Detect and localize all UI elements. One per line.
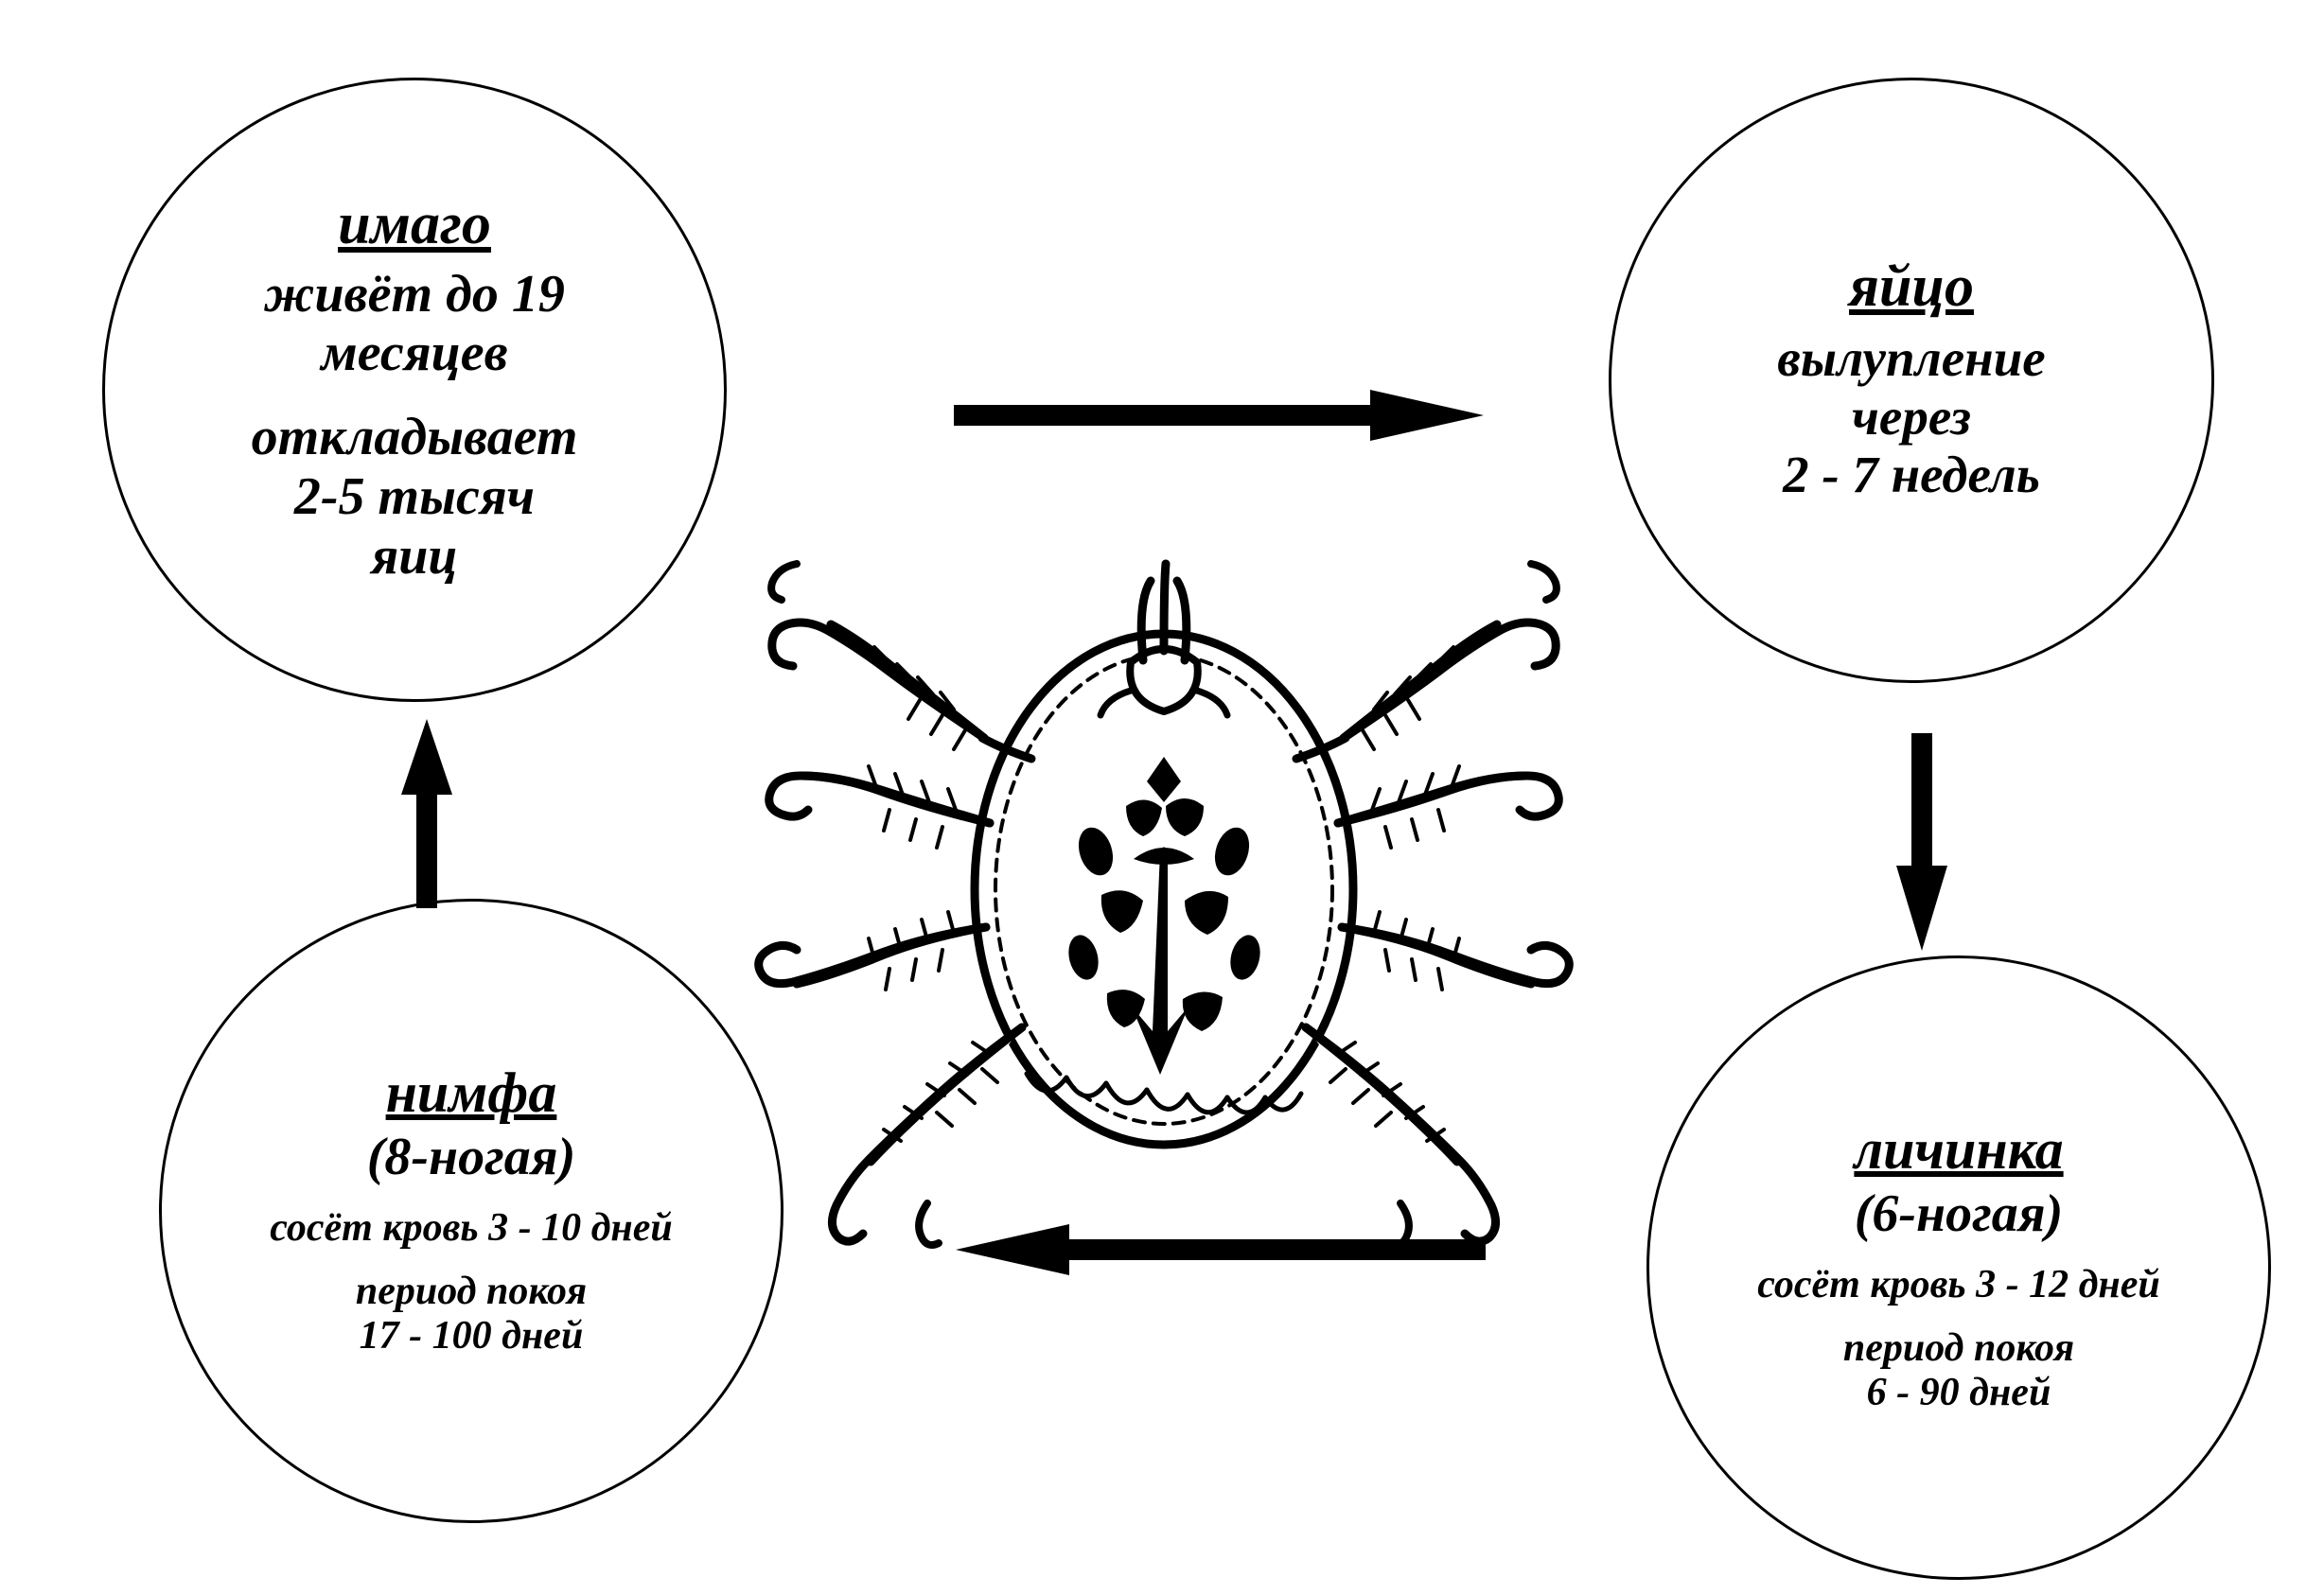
node-imago	[102, 78, 727, 702]
node-egg	[1609, 78, 2214, 683]
node-nymph-line-1: сосёт кровь 3 - 10 дней	[270, 1205, 673, 1250]
node-egg-line-1: вылупление	[1777, 329, 2046, 388]
tick-illustration	[653, 378, 1675, 1410]
node-larva-subtitle: (6-ногая)	[1854, 1184, 2064, 1244]
node-imago-line-5: яиц	[371, 526, 458, 586]
node-imago-line-1: живёт до 19	[264, 264, 565, 324]
node-egg-title: яйцо	[1849, 254, 1974, 320]
node-nymph-line-2: период покоя	[355, 1269, 588, 1313]
node-larva-line-2: период покоя	[1842, 1325, 2075, 1370]
node-imago-title: имаго	[338, 191, 491, 256]
node-nymph-title: нимфа	[385, 1061, 557, 1125]
node-egg-line-2: через	[1852, 387, 1971, 446]
node-egg-line-3: 2 - 7 недель	[1783, 446, 2040, 504]
node-nymph-line-3: 17 - 100 дней	[359, 1313, 584, 1358]
node-larva-line-3: 6 - 90 дней	[1866, 1370, 2051, 1414]
node-larva-title: личинка	[1854, 1118, 2064, 1182]
node-imago-line-3: откладывает	[251, 408, 578, 467]
node-nymph-subtitle: (8-ногая)	[366, 1128, 576, 1187]
arrow-nymph-to-imago	[397, 719, 456, 908]
node-larva	[1646, 955, 2271, 1580]
node-imago-line-2: месяцев	[321, 324, 508, 383]
node-larva-line-1: сосёт кровь 3 - 12 дней	[1757, 1262, 2160, 1306]
arrow-egg-to-larva	[1893, 733, 1951, 951]
node-imago-line-4: 2-5 тысяч	[293, 466, 536, 526]
